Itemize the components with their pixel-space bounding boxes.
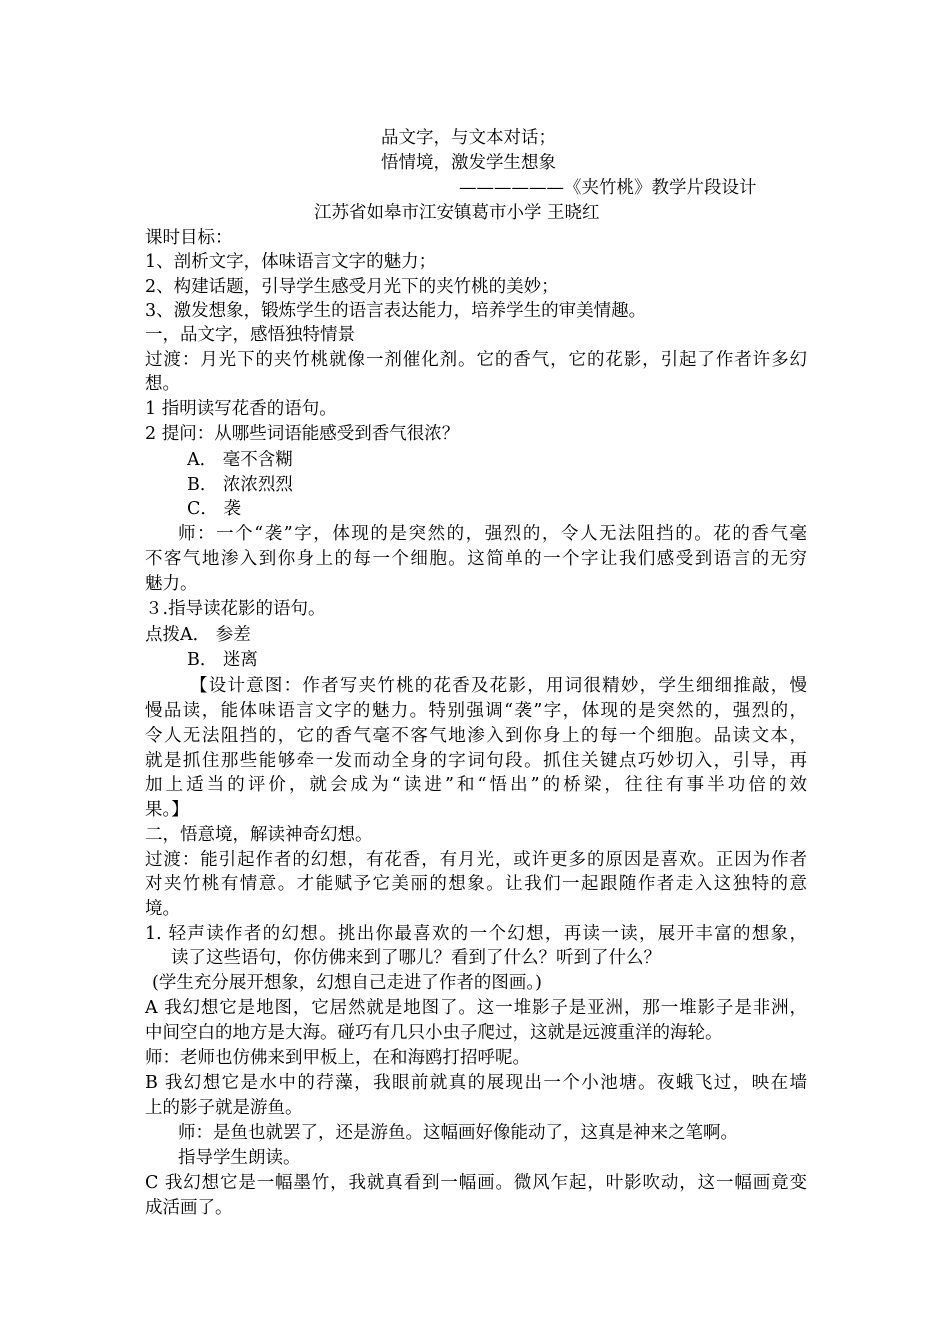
student-note: (学生充分展开想象，幻想自己走进了作者的图画。): [152, 973, 542, 993]
section-2-step-1-cont: 读了这些语句，你仿佛来到了哪儿？看到了什么？听到了什么？: [171, 948, 661, 968]
fantasy-c-end: 成活画了。: [145, 1198, 233, 1218]
section-2-heading: 二，悟意境，解读神奇幻想。: [145, 825, 373, 845]
design-intent-end: 果。】: [145, 800, 189, 820]
hint-a: 点拨A． 参差: [145, 625, 251, 645]
objective-item: 1、剖析文字，体味语言文字的魅力；: [145, 252, 437, 272]
teacher-comment-end: 魅力。: [145, 574, 198, 594]
fantasy-a-teacher: 师：老师也仿佛来到甲板上，在和海鸥打招呼呢。: [145, 1048, 530, 1068]
fantasy-c: C 我幻想它是一幅墨竹，我就真看到一幅画。微风乍起，叶影吹动，这一幅画竟变: [145, 1173, 807, 1193]
section-1-step-3: ３.指导读花影的语句。: [145, 599, 326, 619]
design-intent-line: 慢品读，能体味语言文字的魅力。特别强调“袭”字，体现的是突然的，强烈的，: [145, 701, 807, 721]
section-1-heading: 一，品文字，感悟独特情景: [145, 325, 355, 345]
objectives-heading: 课时目标：: [145, 228, 233, 248]
design-intent: 【设计意图：作者写夹竹桃的花香及花影，用词很精妙，学生细细推敲，慢: [190, 676, 807, 696]
section-1-transition-end: 想。: [145, 374, 180, 394]
fantasy-b: B 我幻想它是水中的荇藻，我眼前就真的展现出一个小池塘。夜蛾飞过，映在墙: [145, 1073, 807, 1093]
option-c: C． 袭: [187, 499, 241, 519]
hint-b: B． 迷离: [187, 650, 258, 670]
fantasy-a-end: 中间空白的地方是大海。碰巧有几只小虫子爬过，这就是远渡重洋的海轮。: [145, 1023, 723, 1043]
section-2-transition-end: 境。: [145, 899, 180, 919]
section-1-transition: 过渡：月光下的夹竹桃就像一剂催化剂。它的香气，它的花影，引起了作者许多幻: [145, 350, 807, 370]
section-2-transition-cont: 对夹竹桃有情意。才能赋予它美丽的想象。让我们一起跟随作者走入这独特的意: [145, 874, 807, 894]
option-b: B． 浓浓烈烈: [187, 475, 293, 495]
section-1-step-1: 1 指明读写花香的语句。: [145, 399, 337, 419]
section-2-step-1: 1. 轻声读作者的幻想。挑出你最喜欢的一个幻想，再读一读，展开丰富的想象，: [145, 924, 807, 944]
objective-item: 2、构建话题，引导学生感受月光下的夹竹桃的美妙；: [145, 277, 559, 297]
section-2-transition: 过渡：能引起作者的幻想，有花香，有月光，或许更多的原因是喜欢。正因为作者: [145, 850, 807, 870]
fantasy-b-guide: 指导学生朗读。: [178, 1148, 301, 1168]
teacher-comment-cont: 不客气地渗入到你身上的每一个细胞。这简单的一个字让我们感受到语言的无穷: [145, 549, 807, 569]
title-line-2: 悟情境，激发学生想象: [381, 153, 556, 173]
teacher-comment: 师：一个“袭”字，体现的是突然的，强烈的，令人无法阻挡的。花的香气毫: [178, 524, 807, 544]
design-intent-line: 加上适当的评价，就会成为“读进”和“悟出”的桥梁，往往有事半功倍的效: [145, 775, 807, 795]
subtitle: ——————《夹竹桃》教学片段设计: [459, 178, 757, 198]
option-a: A． 毫不含糊: [187, 450, 293, 470]
title-line-1: 品文字，与文本对话；: [381, 128, 556, 148]
fantasy-a: A 我幻想它是地图，它居然就是地图了。这一堆影子是亚洲，那一堆影子是非洲，: [145, 998, 807, 1018]
design-intent-line: 令人无法阻挡的，它的香气毫不客气地渗入到你身上的每一个细胞。品读文本，: [145, 726, 807, 746]
author-line: 江苏省如皋市江安镇葛市小学 王晓红: [314, 203, 600, 223]
fantasy-b-teacher: 师：是鱼也就罢了，还是游鱼。这幅画好像能动了，这真是神来之笔啊。: [178, 1123, 738, 1143]
design-intent-line: 就是抓住那些能够牵一发而动全身的字词句段。抓住关键点巧妙切入，引导，再: [145, 751, 807, 771]
objective-item: 3、激发想象，锻炼学生的语言表达能力，培养学生的审美情趣。: [145, 301, 647, 321]
section-1-step-2: 2 提问：从哪些词语能感受到香气很浓？: [145, 424, 460, 444]
fantasy-b-end: 上的影子就是游鱼。: [145, 1098, 303, 1118]
